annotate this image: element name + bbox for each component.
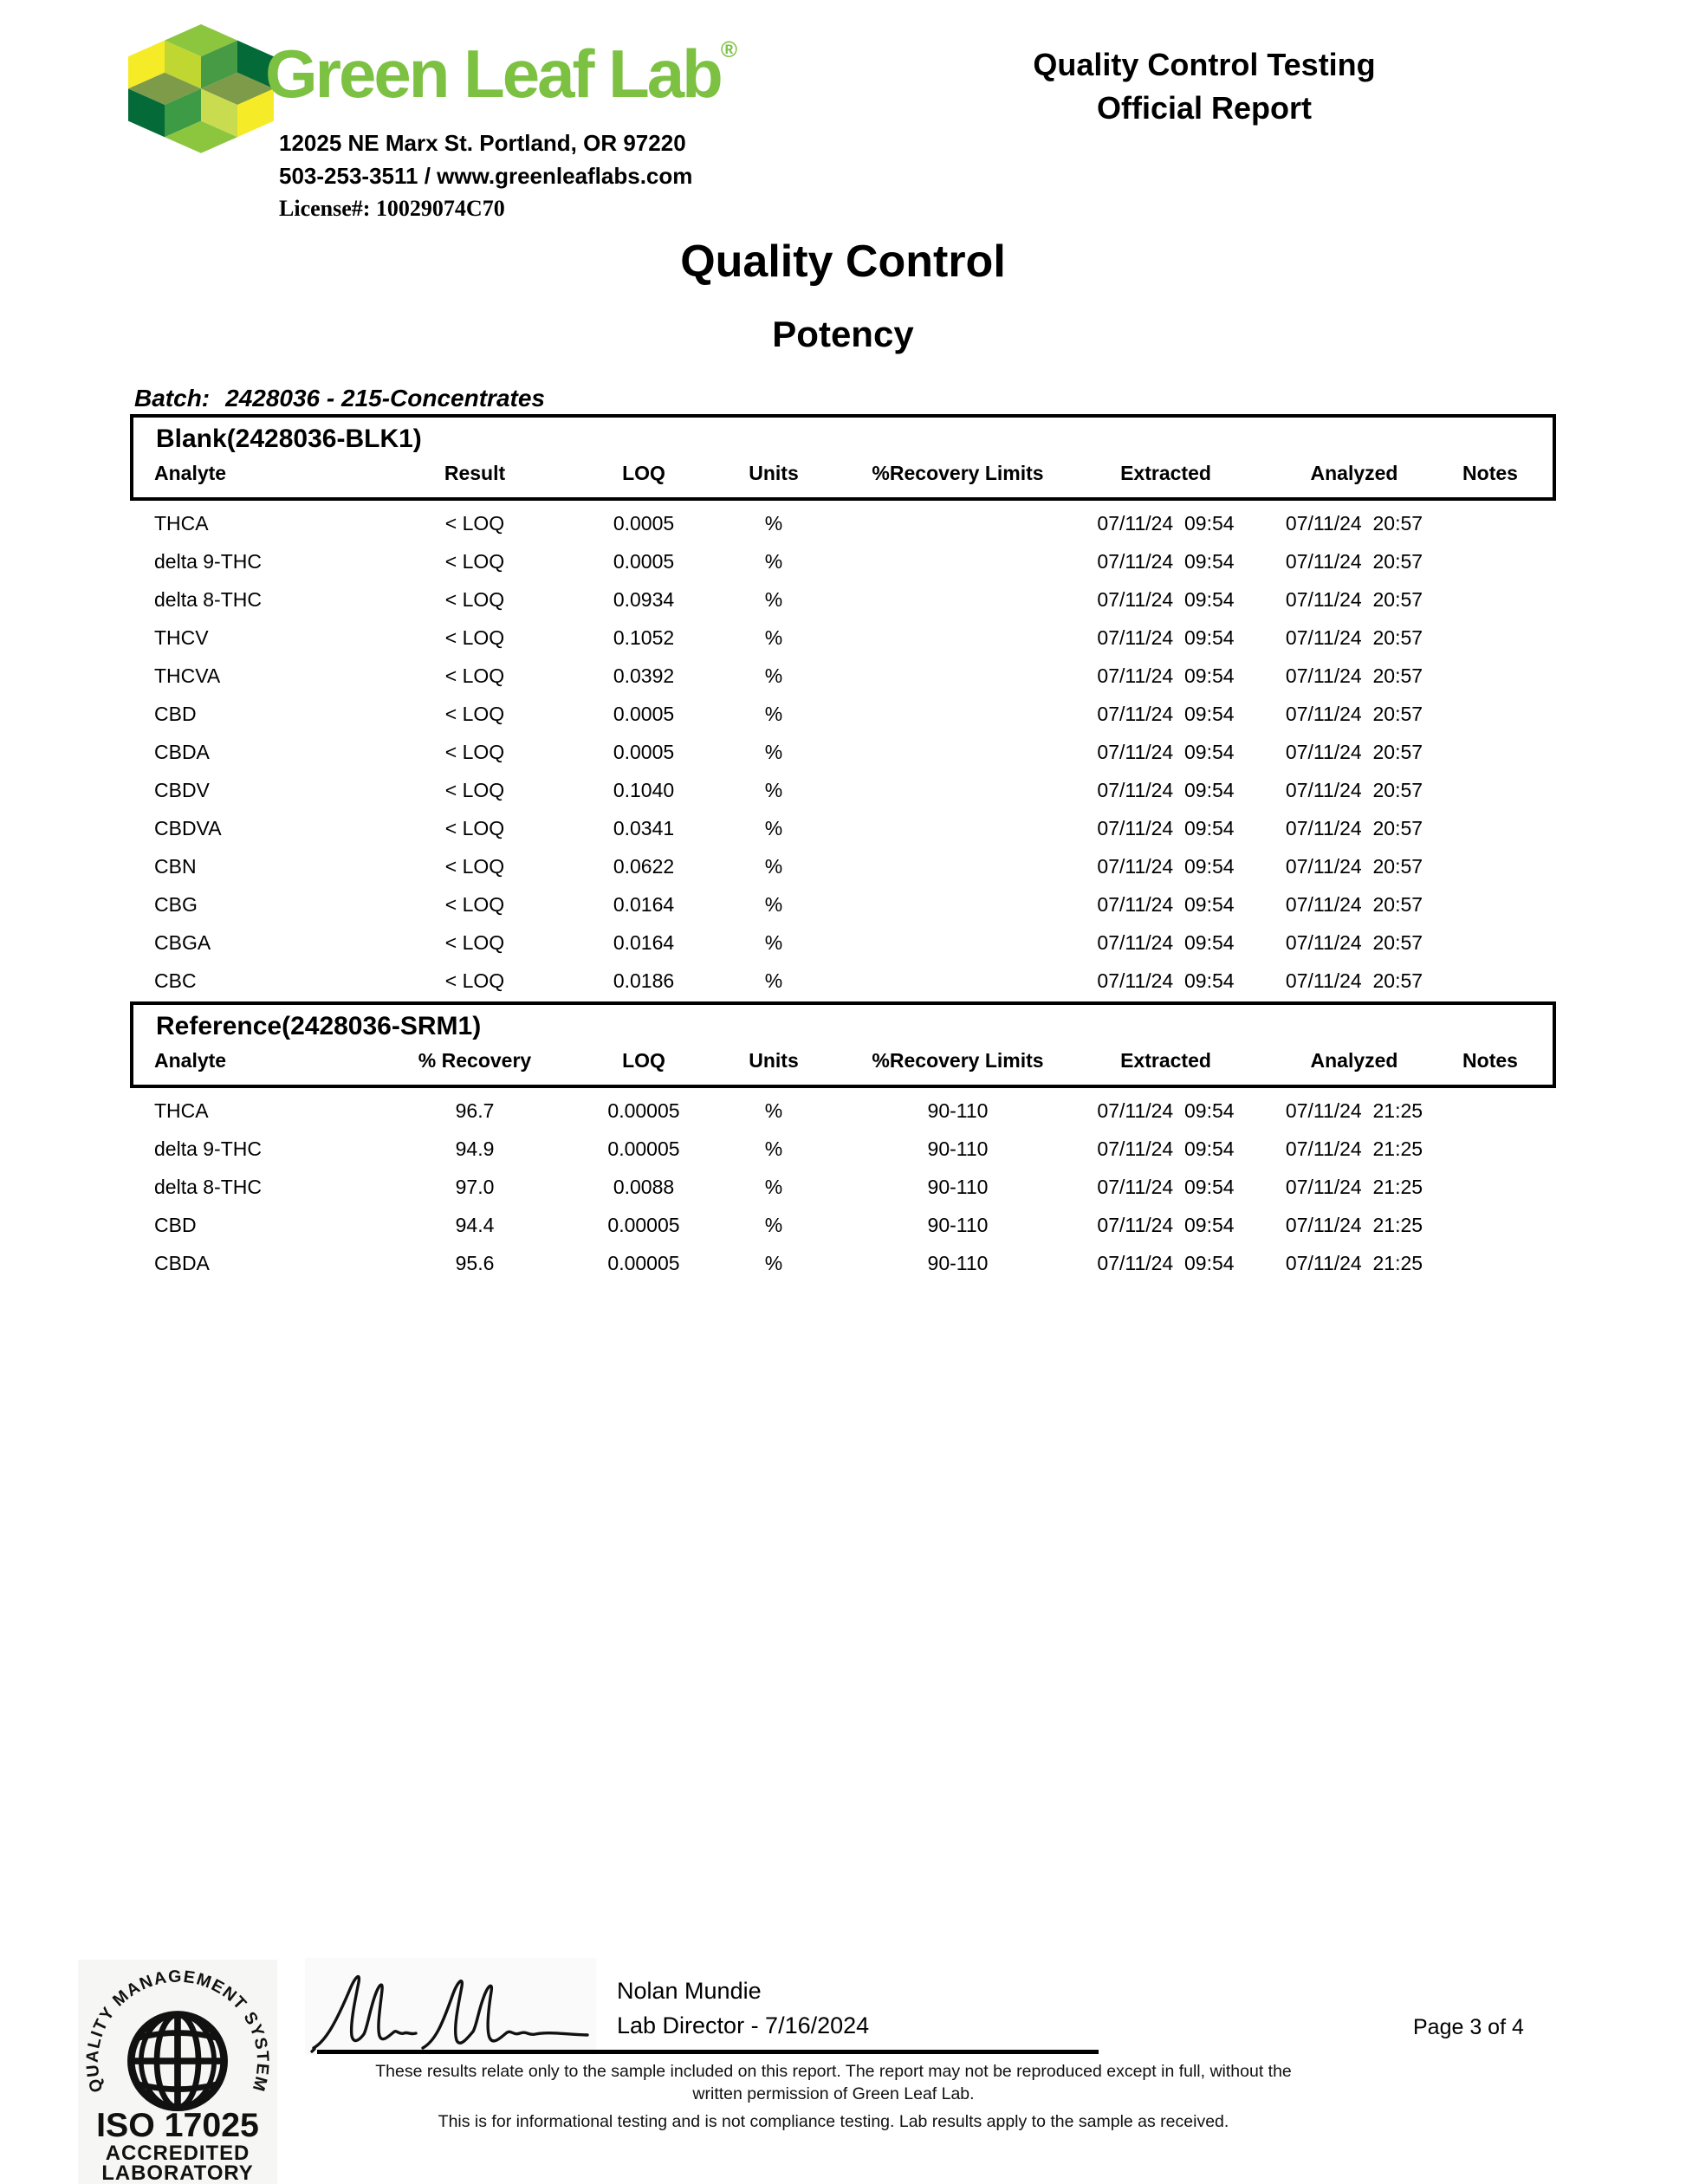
lab-license-number: License#: 10029074C70 [279, 196, 505, 221]
cell-analyte: CBC [154, 969, 197, 992]
column-header-result: Result [444, 462, 506, 484]
cell-analyzed: 07/11/24 20:57 [1285, 930, 1423, 954]
cell-extracted: 07/11/24 09:54 [1097, 969, 1235, 992]
reference-table-box [130, 1001, 1556, 1088]
cell-result: < LOQ [444, 969, 505, 992]
cell-analyzed: 07/11/24 21:25 [1285, 1251, 1423, 1274]
cell-loq: 0.0622 [613, 854, 675, 878]
cell-analyzed: 07/11/24 20:57 [1285, 702, 1423, 725]
cell-extracted: 07/11/24 09:54 [1097, 892, 1235, 916]
report-title-line1: Quality Control Testing [1033, 47, 1376, 82]
cell-extracted: 07/11/24 09:54 [1097, 1213, 1235, 1236]
cell-extracted: 07/11/24 09:54 [1097, 854, 1235, 878]
cell-loq: 0.0186 [613, 969, 675, 992]
cell-result: 97.0 [455, 1175, 495, 1198]
cell-analyzed: 07/11/24 21:25 [1285, 1137, 1423, 1160]
registered-trademark: ® [720, 36, 737, 62]
greenleaf-logo-icon [128, 24, 274, 154]
cell-analyte: CBDA [154, 1251, 210, 1274]
cell-loq: 0.1052 [613, 625, 675, 649]
table-row [133, 657, 1553, 695]
globe-icon [131, 2014, 224, 2107]
cell-analyzed: 07/11/24 20:57 [1285, 854, 1423, 878]
cell-analyzed: 07/11/24 20:57 [1285, 969, 1423, 992]
badge-iso-text: ISO 17025 [96, 2106, 259, 2145]
column-header-analyte: Analyte [154, 1049, 227, 1072]
cell-loq: 0.0164 [613, 930, 675, 954]
cell-units: % [764, 1213, 783, 1236]
column-header-loq: LOQ [622, 1049, 665, 1072]
cell-result: < LOQ [444, 854, 505, 878]
table-row [133, 1206, 1553, 1244]
cell-analyzed: 07/11/24 21:25 [1285, 1175, 1423, 1198]
column-header-notes: Notes [1462, 1049, 1518, 1072]
signatory-title: Lab Director - 7/16/2024 [617, 2012, 870, 2038]
blank-table-header [133, 462, 1553, 485]
cell-analyzed: 07/11/24 20:57 [1285, 740, 1423, 763]
table-row [133, 619, 1553, 657]
column-header-extracted: Extracted [1120, 462, 1211, 484]
cell-loq: 0.0341 [613, 816, 675, 839]
cell-analyte: CBDV [154, 778, 210, 801]
cell-analyzed: 07/11/24 21:25 [1285, 1213, 1423, 1236]
batch-line [134, 385, 545, 412]
cell-loq: 0.00005 [607, 1098, 680, 1122]
cell-analyzed: 07/11/24 20:57 [1285, 664, 1423, 687]
badge-accredited-text: ACCREDITED [105, 2142, 250, 2166]
table-row [133, 542, 1553, 580]
cell-result: 96.7 [455, 1098, 495, 1122]
cell-units: % [764, 816, 783, 839]
reference-table-title: Reference(2428036-SRM1) [156, 1012, 482, 1040]
cell-result: < LOQ [444, 816, 505, 839]
disclaimer-line3: This is for informational testing and is not compliance testing. Lab results apply to the sample as received. [438, 2112, 1229, 2131]
cell-result: < LOQ [444, 778, 505, 801]
cell-extracted: 07/11/24 09:54 [1097, 664, 1235, 687]
cell-result: 95.6 [455, 1251, 495, 1274]
cell-extracted: 07/11/24 09:54 [1097, 740, 1235, 763]
cell-result: < LOQ [444, 587, 505, 611]
cell-units: % [764, 854, 783, 878]
cell-recovery_limits: 90-110 [927, 1137, 989, 1160]
cell-analyte: CBN [154, 854, 197, 878]
cell-analyte: delta 9-THC [154, 1137, 262, 1160]
cell-loq: 0.0392 [613, 664, 675, 687]
cell-units: % [764, 740, 783, 763]
cell-result: < LOQ [444, 930, 505, 954]
cell-analyzed: 07/11/24 20:57 [1285, 778, 1423, 801]
cell-analyte: THCV [154, 625, 209, 649]
lab-phone-website: 503-253-3511 / www.greenleaflabs.com [279, 163, 693, 189]
cell-result: < LOQ [444, 549, 505, 573]
column-header-analyzed: Analyzed [1310, 1049, 1398, 1072]
table-row [133, 504, 1553, 542]
blank-table-title: Blank(2428036-BLK1) [156, 424, 422, 453]
cell-loq: 0.1040 [613, 778, 675, 801]
cell-result: < LOQ [444, 740, 505, 763]
batch-value: 2428036 - 215-Concentrates [225, 385, 545, 412]
cell-result: < LOQ [444, 702, 505, 725]
cell-extracted: 07/11/24 09:54 [1097, 1175, 1235, 1198]
cell-extracted: 07/11/24 09:54 [1097, 511, 1235, 535]
column-header-notes: Notes [1462, 462, 1518, 484]
cell-units: % [764, 1098, 783, 1122]
lab-address: 12025 NE Marx St. Portland, OR 97220 [279, 130, 686, 156]
cell-recovery_limits: 90-110 [927, 1251, 989, 1274]
cell-analyte: THCVA [154, 664, 221, 687]
cell-analyzed: 07/11/24 20:57 [1285, 625, 1423, 649]
table-row [133, 695, 1553, 733]
column-header-recovery_limits: %Recovery Limits [872, 1049, 1044, 1072]
table-row [133, 1092, 1553, 1130]
cell-extracted: 07/11/24 09:54 [1097, 930, 1235, 954]
table-row [133, 1244, 1553, 1282]
signature-scribble-icon [305, 1958, 596, 2055]
cell-recovery_limits: 90-110 [927, 1213, 989, 1236]
cell-analyte: THCA [154, 1098, 209, 1122]
reference-table-rows [133, 1092, 1553, 1282]
cell-result: < LOQ [444, 625, 505, 649]
cell-analyte: THCA [154, 511, 209, 535]
cell-analyte: delta 8-THC [154, 587, 262, 611]
column-header-analyte: Analyte [154, 462, 227, 484]
cell-analyte: delta 9-THC [154, 549, 262, 573]
brand-wordmark: Green Leaf Lab® [265, 36, 737, 112]
cell-units: % [764, 664, 783, 687]
cell-analyte: CBDVA [154, 816, 222, 839]
cell-result: 94.4 [455, 1213, 495, 1236]
table-row [133, 1168, 1553, 1206]
column-header-loq: LOQ [622, 462, 665, 484]
column-header-recovery_limits: %Recovery Limits [872, 462, 1044, 484]
cell-units: % [764, 549, 783, 573]
cell-analyzed: 07/11/24 20:57 [1285, 892, 1423, 916]
cell-result: < LOQ [444, 511, 505, 535]
cell-loq: 0.0934 [613, 587, 675, 611]
cell-loq: 0.0005 [613, 702, 675, 725]
cell-analyzed: 07/11/24 20:57 [1285, 587, 1423, 611]
cell-units: % [764, 587, 783, 611]
cell-loq: 0.0088 [613, 1175, 675, 1198]
batch-label: Batch: [134, 385, 211, 412]
cell-units: % [764, 702, 783, 725]
cell-extracted: 07/11/24 09:54 [1097, 1098, 1235, 1122]
signature [305, 1958, 596, 2055]
cell-units: % [764, 778, 783, 801]
cell-loq: 0.00005 [607, 1251, 680, 1274]
cell-analyte: CBD [154, 1213, 197, 1236]
cell-loq: 0.00005 [607, 1137, 680, 1160]
cell-loq: 0.0005 [613, 511, 675, 535]
cell-extracted: 07/11/24 09:54 [1097, 816, 1235, 839]
cell-units: % [764, 625, 783, 649]
cell-analyzed: 07/11/24 20:57 [1285, 816, 1423, 839]
table-row [133, 885, 1553, 924]
cell-result: 94.9 [455, 1137, 495, 1160]
cell-recovery_limits: 90-110 [927, 1098, 989, 1122]
cell-extracted: 07/11/24 09:54 [1097, 702, 1235, 725]
column-header-units: Units [749, 462, 799, 484]
cell-units: % [764, 1175, 783, 1198]
column-header-result: % Recovery [418, 1049, 532, 1072]
cell-units: % [764, 1251, 783, 1274]
page-subtitle: Potency [772, 314, 914, 354]
cell-extracted: 07/11/24 09:54 [1097, 587, 1235, 611]
cell-units: % [764, 892, 783, 916]
cell-units: % [764, 930, 783, 954]
cell-loq: 0.0005 [613, 740, 675, 763]
cell-units: % [764, 511, 783, 535]
column-header-extracted: Extracted [1120, 1049, 1211, 1072]
column-header-analyzed: Analyzed [1310, 462, 1398, 484]
cell-units: % [764, 969, 783, 992]
table-row [133, 771, 1553, 809]
disclaimer-line1: These results relate only to the sample included on this report. The report may not be reproduced except in full, without the [375, 2062, 1292, 2081]
table-row [133, 847, 1553, 885]
cell-result: < LOQ [444, 892, 505, 916]
column-header-units: Units [749, 1049, 799, 1072]
cell-analyzed: 07/11/24 21:25 [1285, 1098, 1423, 1122]
badge-laboratory-text: LABORATORY [101, 2161, 254, 2184]
blank-table-rows [133, 504, 1553, 1000]
cell-extracted: 07/11/24 09:54 [1097, 549, 1235, 573]
table-row [133, 1130, 1553, 1168]
table-row [133, 809, 1553, 847]
signatory-name: Nolan Mundie [617, 1978, 762, 2004]
report-title-line2: Official Report [1096, 90, 1313, 126]
page-title: Quality Control [680, 237, 1006, 287]
blank-table-box [130, 414, 1556, 501]
cell-loq: 0.00005 [607, 1213, 680, 1236]
cell-analyte: CBGA [154, 930, 211, 954]
report-title [936, 43, 1473, 130]
badge-arc-text: QUALITY MANAGEMENT SYSTEM [82, 1967, 273, 2095]
table-row [133, 580, 1553, 619]
signatory-block [617, 1973, 869, 2043]
table-row [133, 962, 1553, 1000]
page-number: Page 3 of 4 [1413, 2015, 1524, 2039]
cell-analyte: CBDA [154, 740, 210, 763]
cell-extracted: 07/11/24 09:54 [1097, 778, 1235, 801]
cell-recovery_limits: 90-110 [927, 1175, 989, 1198]
table-row [133, 733, 1553, 771]
cell-loq: 0.0164 [613, 892, 675, 916]
cell-analyte: CBG [154, 892, 198, 916]
cell-extracted: 07/11/24 09:54 [1097, 625, 1235, 649]
table-row [133, 924, 1553, 962]
cell-extracted: 07/11/24 09:54 [1097, 1137, 1235, 1160]
cell-result: < LOQ [444, 664, 505, 687]
cell-analyte: CBD [154, 702, 197, 725]
disclaimer-line2: written permission of Green Leaf Lab. [692, 2084, 975, 2103]
reference-table-header [133, 1049, 1553, 1073]
cell-analyzed: 07/11/24 20:57 [1285, 511, 1423, 535]
signature-rule [317, 2050, 1099, 2054]
cell-units: % [764, 1137, 783, 1160]
cell-analyzed: 07/11/24 20:57 [1285, 549, 1423, 573]
cell-loq: 0.0005 [613, 549, 675, 573]
cell-analyte: delta 8-THC [154, 1175, 262, 1198]
cell-extracted: 07/11/24 09:54 [1097, 1251, 1235, 1274]
